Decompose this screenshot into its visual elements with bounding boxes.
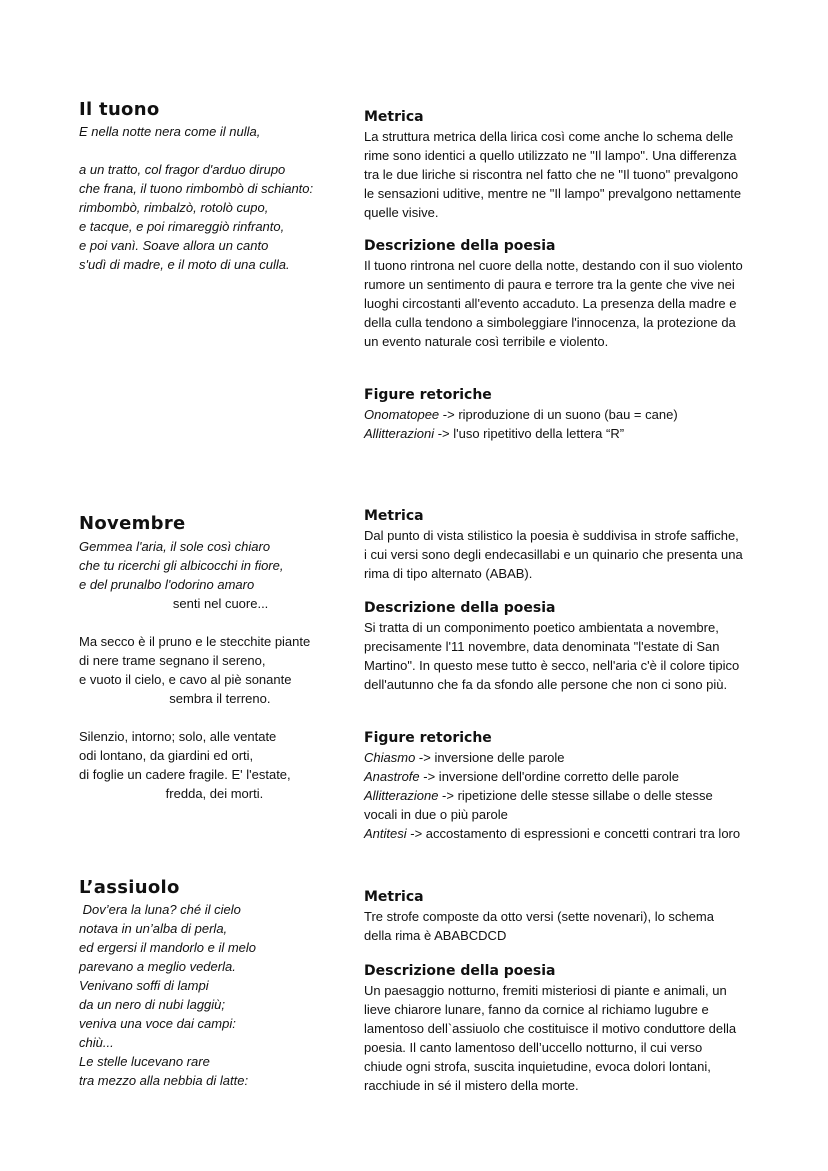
figure-item	[364, 824, 744, 843]
poem-line: parevano a meglio vederla.	[79, 959, 236, 974]
figure-term: Chiasmo	[364, 750, 416, 765]
poem-line: e del prunalbo l'odorino amaro	[79, 577, 255, 592]
metrica-text: Tre strofe composte da otto versi (sette novenari), lo schema della rima è ABABCDCD	[364, 909, 714, 943]
figure-desc: -> inversione delle parole	[415, 750, 565, 765]
poem-line	[79, 613, 349, 632]
poem-line	[79, 708, 349, 727]
poem-line: s'udì di madre, e il moto di una culla.	[79, 257, 290, 272]
poem-line: di nere trame segnano il sereno,	[79, 653, 266, 668]
figure-desc: -> ripetizione delle stesse sillabe o delle stesse vocali in due o più parole	[364, 788, 713, 822]
metrica-text: Dal punto di vista stilistico la poesia è suddivisa in strofe saffiche, i cui versi sono degli endecasillabi e un quinario che presenta una rima di tipo alternato (ABAB).	[364, 528, 743, 581]
poem-line: e tacque, e poi rimareggiò rinfranto,	[79, 219, 285, 234]
poem-title-novembre: Novembre	[79, 513, 186, 534]
descrizione-text: Un paesaggio notturno, fremiti misteriosi di piante e animali, un lieve chiarore lunare, fanno da cornice al richiamo lugubre e lamentoso dell`assiuolo che costituisce il motivo conduttore della poesia. Il canto lamentoso dell’uccello notturno, il cui verso chiude ogni strofa, suscita inquietudine, evoca dolori lontani, racchiude in sé il mistero della morte.	[364, 983, 737, 1093]
figure-desc: -> inversione dell'ordine corretto delle parole	[419, 769, 680, 784]
figure-item	[364, 767, 744, 786]
poem-line: rimbombò, rimbalzò, rotolò cupo,	[79, 200, 269, 215]
poem-line: fredda, dei morti.	[79, 786, 264, 801]
poem-line: Le stelle lucevano rare	[79, 1054, 210, 1069]
poem-line: che frana, il tuono rimbombò di schianto:	[79, 181, 314, 196]
figure-retoriche-heading: Figure retoriche	[364, 730, 492, 746]
figure-retoriche-list	[364, 748, 744, 843]
poem-text-il-tuono	[79, 122, 349, 274]
poem-line: odi lontano, da giardini ed orti,	[79, 748, 254, 763]
figure-term: Antitesi	[364, 826, 407, 841]
descrizione-heading: Descrizione della poesia	[364, 963, 556, 979]
figure-desc: -> accostamento di espressioni e concetti contrari tra loro	[406, 826, 741, 841]
metrica-heading: Metrica	[364, 508, 424, 524]
poem-line: e poi vanì. Soave allora un canto	[79, 238, 269, 253]
metrica-heading: Metrica	[364, 889, 424, 905]
poem-line: e vuoto il cielo, e cavo al piè sonante	[79, 672, 292, 687]
poem-line	[79, 141, 349, 160]
poem-text-novembre	[79, 537, 349, 803]
figure-term: Allitterazioni	[364, 426, 435, 441]
poem-line: senti nel cuore...	[79, 596, 269, 611]
descrizione-heading: Descrizione della poesia	[364, 600, 556, 616]
poem-line: di foglie un cadere fragile. E' l'estate,	[79, 767, 291, 782]
poem-line: veniva una voce dai campi:	[79, 1016, 236, 1031]
metrica-text: La struttura metrica della lirica così come anche lo schema delle rime sono identici a quello utilizzato ne "Il lampo". Una differenza tra le due liriche si riscontra nel fatto che ne "Il tuono" prevalgono le sensazioni uditive, mentre ne "Il lampo" prevalgono nettamente quelle visive.	[364, 129, 742, 220]
descrizione-text: Si tratta di un componimento poetico ambientata a novembre, precisamente l'11 novembre, data denominata "l'estate di San Martino". In questo mese tutto è secco, nell'aria c'è il colore tipico dell'autunno che fa da sfondo alle persone che non ci sono più.	[364, 620, 740, 692]
figure-term: Allitterazione	[364, 788, 439, 803]
poem-line: Venivano soffi di lampi	[79, 978, 209, 993]
poem-line: Dov’era la luna? ché il cielo	[79, 902, 241, 917]
figure-item	[364, 786, 744, 824]
poem-line: E nella notte nera come il nulla,	[79, 124, 261, 139]
poem-line: chiù...	[79, 1035, 114, 1050]
poem-title-assiuolo: L’assiuolo	[79, 877, 180, 898]
poem-line: Ma secco è il pruno e le stecchite piante	[79, 634, 311, 649]
figure-term: Anastrofe	[364, 769, 420, 784]
poem-line: Gemmea l'aria, il sole così chiaro	[79, 539, 271, 554]
poem-line: Silenzio, intorno; solo, alle ventate	[79, 729, 277, 744]
figure-item	[364, 405, 744, 424]
poem-line: sembra il terreno.	[79, 691, 271, 706]
poem-line: che tu ricerchi gli albicocchi in fiore,	[79, 558, 284, 573]
figure-desc: -> l'uso ripetitivo della lettera “R”	[434, 426, 625, 441]
descrizione-text: Il tuono rintrona nel cuore della notte, destando con il suo violento rumore un sentimento di paura e terrore tra la gente che vive nei luoghi circostanti all'evento accaduto. La presenza della madre e della culla tendono a simboleggiare l'innocenza, la protezione da un evento naturale così terribile e violento.	[364, 258, 743, 349]
poem-line: notava in un’alba di perla,	[79, 921, 228, 936]
metrica-heading: Metrica	[364, 109, 424, 125]
figure-item	[364, 748, 744, 767]
poem-line: ed ergersi il mandorlo e il melo	[79, 940, 257, 955]
poem-text-assiuolo	[79, 900, 349, 1090]
figure-retoriche-list	[364, 405, 744, 443]
figure-desc: -> riproduzione di un suono (bau = cane)	[439, 407, 678, 422]
poem-title-il-tuono: Il tuono	[79, 99, 160, 120]
figure-term: Onomatopee	[364, 407, 440, 422]
figure-retoriche-heading: Figure retoriche	[364, 387, 492, 403]
descrizione-heading: Descrizione della poesia	[364, 238, 556, 254]
poem-line: a un tratto, col fragor d'arduo dirupo	[79, 162, 286, 177]
figure-item	[364, 424, 744, 443]
poem-line: da un nero di nubi laggiù;	[79, 997, 226, 1012]
poem-line: tra mezzo alla nebbia di latte:	[79, 1073, 249, 1088]
